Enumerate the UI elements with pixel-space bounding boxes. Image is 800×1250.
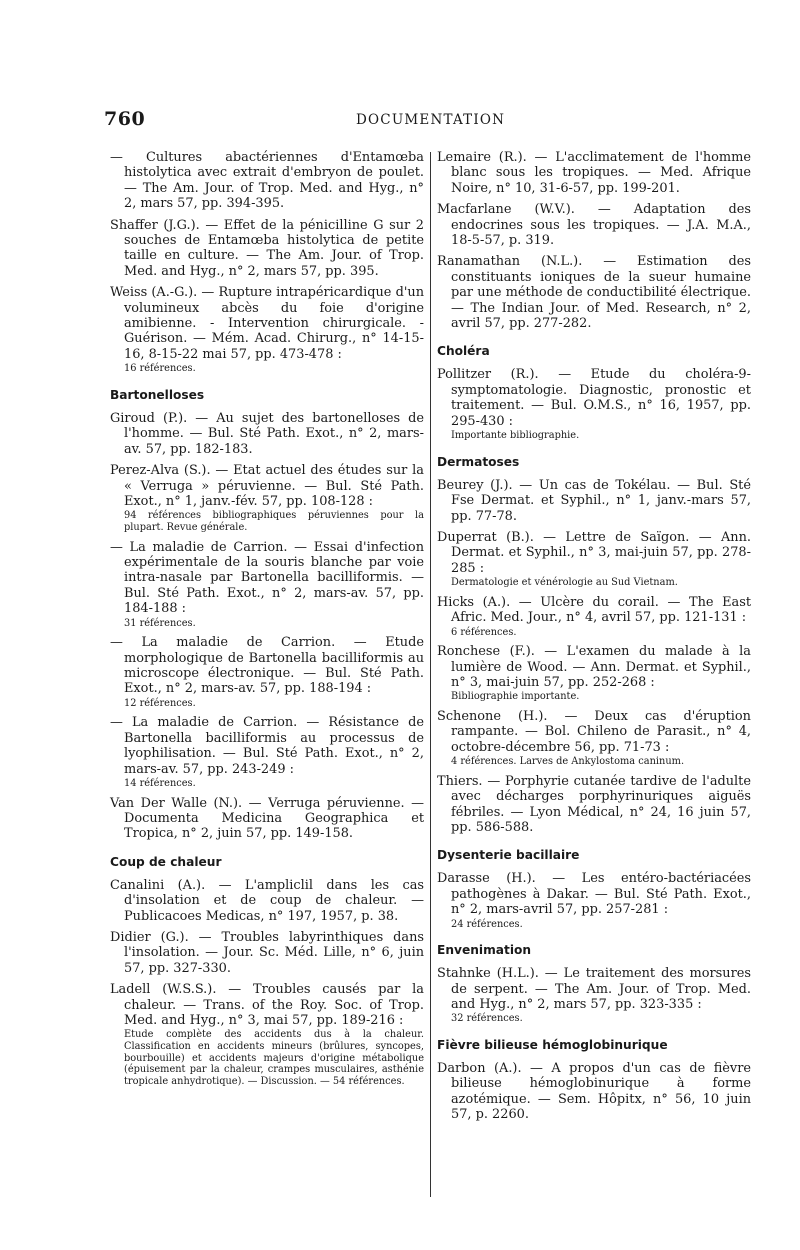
reference-note: Importante bibliographie.	[451, 430, 580, 442]
bibliography-entry: Hicks (A.). — Ulcère du corail. — The East Afric. Med. Jour., n° 4, avril 57, pp. 121-131 :	[437, 594, 751, 626]
bibliography-entry: Pollitzer (R.). — Etude du choléra-9- symptomatologie. Diagnostic, pronostic et traitement. — Bul. O.M.S., n° 16, 1957, pp. 295-430 :	[437, 367, 751, 429]
bibliography-entry: Van Der Walle (N.). — Verruga péruvienne. — Documenta Medicina Geographica et Tropica, n° 2, juin 57, pp. 149-158.	[110, 795, 424, 842]
reference-note: 14 références.	[124, 777, 196, 789]
section-heading: Dermatoses	[437, 454, 520, 469]
page-number: 760	[104, 108, 146, 130]
reference-note: Dermatologie et vénérologie au Sud Vietnam.	[451, 577, 678, 589]
bibliography-entry: Schenone (H.). — Deux cas d'éruption rampante. — Bol. Chileno de Parasit., n° 4, octobre-décembre 56, pp. 71-73 :	[437, 708, 751, 755]
bibliography-entry: — La maladie de Carrion. — Résistance de Bartonella bacilliformis au processus de lyophilisation. — Bul. Sté Path. Exot., n° 2, mars-av. 57, pp. 243-249 :	[110, 715, 424, 777]
bibliography-entry: Ronchese (F.). — L'examen du malade à la lumière de Wood. — Ann. Dermat. et Syphil., n° 3, mai-juin 57, pp. 252-268 :	[437, 644, 751, 690]
reference-note: 31 références.	[124, 617, 196, 629]
right-column	[437, 150, 751, 1129]
reference-note: 94 références bibliographiques péruviennes pour la plupart. Revue générale.	[124, 510, 424, 533]
bibliography-entry: Shaffer (J.G.). — Effet de la pénicilline G sur 2 souches de Entamœba histolytica de petite taille en culture. — The Am. Jour. of Trop. Med. and Hyg., n° 2, mars 57, pp. 395.	[110, 217, 424, 279]
section-heading: Coup de chaleur	[110, 854, 222, 869]
bibliography-entry: — La maladie de Carrion. — Essai d'infection expérimentale de la souris blanche par voie intra-nasale par Bartonella bacilliformis. — Bul. Sté Path. Exot., n° 2, mars-av. 57, pp. 184-188 :	[110, 539, 424, 617]
bibliography-entry: Canalini (A.). — L'ampliclil dans les cas d'insolation et de coup de chaleur. — Publicacoes Medicas, n° 197, 1957, p. 38.	[110, 877, 424, 924]
bibliography-entry: Stahnke (H.L.). — Le traitement des morsures de serpent. — The Am. Jour. of Trop. Med. and Hyg., n° 2, mars 57, pp. 323-335 :	[437, 966, 751, 1012]
reference-note: 6 références.	[451, 626, 517, 638]
bibliography-entry: — La maladie de Carrion. — Etude morphologique de Bartonella bacilliformis au microscope électronique. — Bul. Sté Path. Exot., n° 2, mars-av. 57, pp. 188-194 :	[110, 635, 424, 697]
left-column	[110, 150, 424, 1093]
reference-note: Etude complète des accidents dus à la chaleur. Classification en accidents mineurs (brûlures, syncopes, bourbouille) et accidents majeurs d'origine métabolique (épuisement par la chaleur, crampes musculaires, asthénie tropicale anhydrotique). — Discussion. — 54 références.	[124, 1029, 424, 1087]
section-heading: Envenimation	[437, 943, 532, 958]
reference-note: 24 références.	[451, 918, 523, 930]
reference-note: 12 références.	[124, 697, 196, 709]
bibliography-entry: Lemaire (R.). — L'acclimatement de l'homme blanc sous les tropiques. — Med. Afrique Noire, n° 10, 31-6-57, pp. 199-201.	[437, 150, 751, 196]
section-heading: Fièvre bilieuse hémoglobinurique	[437, 1038, 668, 1052]
section-heading: Bartonelloses	[110, 387, 205, 402]
reference-note: 16 références.	[124, 363, 196, 375]
bibliography-entry: Ladell (W.S.S.). — Troubles causés par la chaleur. — Trans. of the Roy. Soc. of Trop. Med. and Hyg., n° 3, mai 57, pp. 189-216 :	[110, 982, 424, 1029]
bibliography-entry: Ranamathan (N.L.). — Estimation des constituants ioniques de la sueur humaine par une méthode de conductibilité électrique. — The Indian Jour. of Med. Research, n° 2, avril 57, pp. 277-282.	[437, 254, 751, 332]
bibliography-entry: Weiss (A.-G.). — Rupture intrapéricardique d'un volumineux abcès du foie d'origine amibienne. - Intervention chirurgicale. - Guérison. — Mém. Acad. Chirurg., n° 14-15-16, 8-15-22 mai 57, pp. 473-478 :	[110, 285, 424, 362]
column-divider	[430, 152, 431, 1197]
reference-note: 32 références.	[451, 1013, 523, 1025]
section-heading: Choléra	[437, 344, 490, 359]
section-heading: Dysenterie bacillaire	[437, 848, 580, 863]
bibliography-entry: Beurey (J.). — Un cas de Tokélau. — Bul. Sté Fse Dermat. et Syphil., n° 1, janv.-mars 57, pp. 77-78.	[437, 477, 751, 524]
bibliography-entry: Thiers. — Porphyrie cutanée tardive de l'adulte avec décharges porphyrinuriques aiguës fébriles. — Lyon Médical, n° 24, 16 juin 57, pp. 586-588.	[437, 773, 751, 835]
bibliography-entry: Duperrat (B.). — Lettre de Saïgon. — Ann. Dermat. et Syphil., n° 3, mai-juin 57, pp. 278-285 :	[437, 529, 751, 576]
reference-note: 4 références. Larves de Ankylostoma caninum.	[451, 756, 685, 768]
bibliography-entry: Didier (G.). — Troubles labyrinthiques dans l'insolation. — Jour. Sc. Méd. Lille, n° 6, juin 57, pp. 327-330.	[110, 930, 424, 976]
bibliography-entry: Perez-Alva (S.). — Etat actuel des études sur la « Verruga » péruvienne. — Bul. Sté Path. Exot., n° 1, janv.-fév. 57, pp. 108-128 :	[110, 463, 424, 509]
page-header-title: DOCUMENTATION	[356, 112, 506, 128]
bibliography-entry: Macfarlane (W.V.). — Adaptation des endocrines sous les tropiques. — J.A. M.A., 18-5-57, p. 319.	[437, 202, 751, 249]
bibliography-entry: Darbon (A.). — A propos d'un cas de fièvre bilieuse hémoglobinurique à forme azotémique. — Sem. Hôpitx, n° 56, 10 juin 57, p. 2260.	[437, 1061, 751, 1123]
bibliography-entry: Darasse (H.). — Les entéro-bactériacées pathogènes à Dakar. — Bul. Sté Path. Exot., n° 2, mars-avril 57, pp. 257-281 :	[437, 871, 751, 918]
reference-note: Bibliographie importante.	[451, 691, 580, 703]
bibliography-entry: Giroud (P.). — Au sujet des bartonelloses de l'homme. — Bul. Sté Path. Exot., n° 2, mars-av. 57, pp. 182-183.	[110, 410, 424, 457]
bibliography-entry: — Cultures abactériennes d'Entamœba histolytica avec extrait d'embryon de poulet. — The Am. Jour. of Trop. Med. and Hyg., n° 2, mars 57, pp. 394-395.	[110, 150, 424, 212]
